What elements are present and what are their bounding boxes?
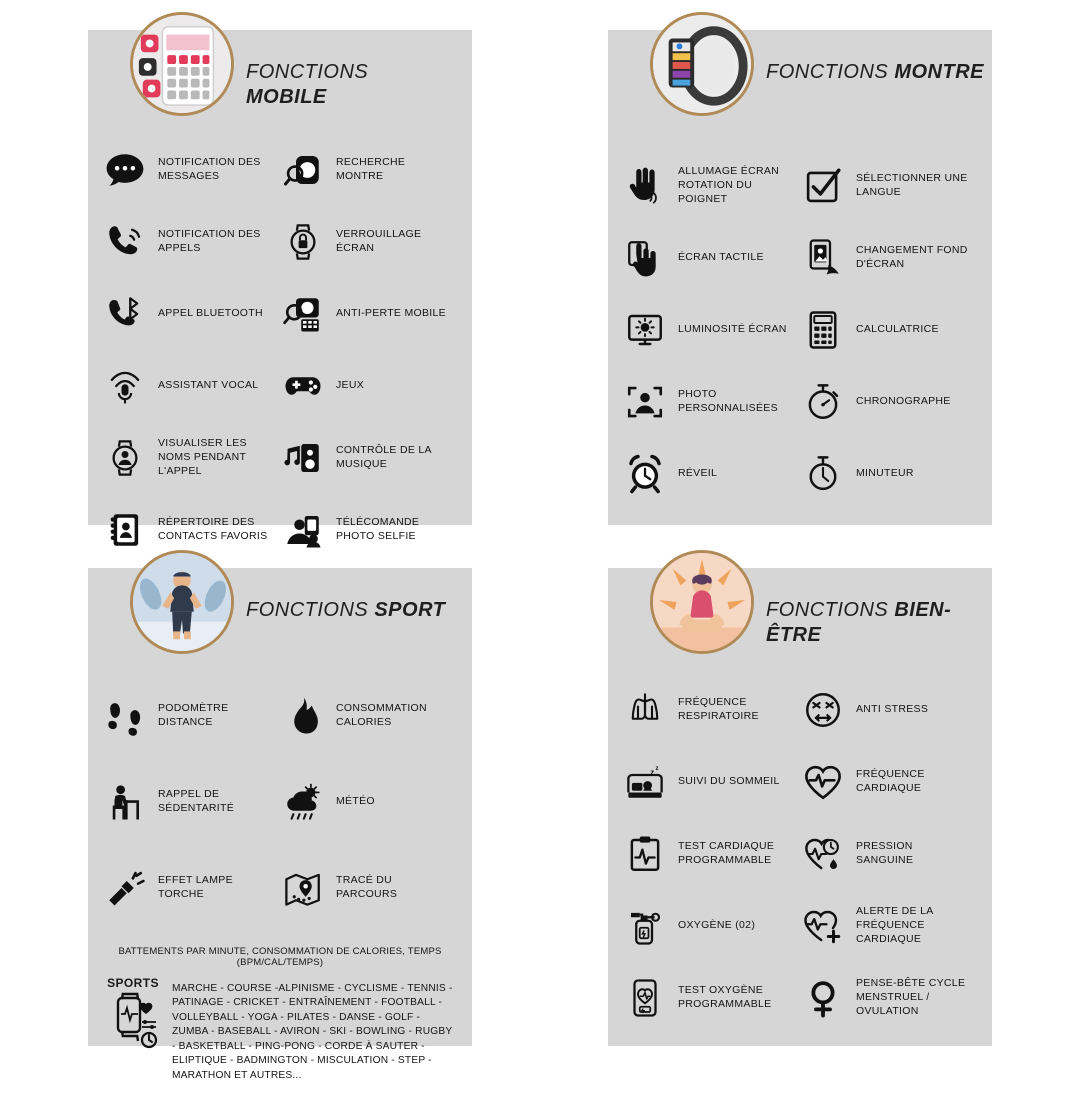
feature-label: RECHERCHE MONTRE (336, 156, 406, 182)
feature-label: CONSOMMATION CALORIES (336, 702, 427, 728)
selfie-remote-icon (280, 507, 326, 553)
feature-label: SUIVI DU SOMMEIL (678, 775, 780, 788)
lungs-icon (622, 687, 668, 733)
feature-label: CHRONOGRAPHE (856, 395, 951, 408)
blood-pressure-icon (800, 831, 846, 877)
heart-alert-icon (800, 903, 846, 949)
contacts-book-icon (102, 507, 148, 553)
sport-metrics-note: BATTEMENTS PAR MINUTE, CONSOMMATION DE CALORIES, TEMPS (BPM/CAL/TEMPS) (118, 946, 442, 968)
svg-text:z: z (650, 768, 655, 777)
bluetooth-call-icon (102, 291, 148, 337)
feature-item (102, 766, 280, 838)
feature-label: RÉPERTOIRE DES CONTACTS FAVORIS (158, 516, 268, 542)
feature-label: PENSE-BÊTE CYCLE MENSTRUEL / OVULATION (856, 977, 966, 1017)
feature-label: PHOTO PERSONNALISÉES (678, 388, 778, 414)
feature-label: MÉTÉO (336, 795, 375, 808)
feature-item (280, 278, 458, 350)
feature-item (800, 294, 978, 366)
feature-item (800, 818, 978, 890)
feature-item (102, 206, 280, 278)
feature-item (280, 766, 458, 838)
feature-item (800, 222, 978, 294)
watch-lock-icon (280, 219, 326, 265)
feature-label: EFFET LAMPE TORCHE (158, 874, 233, 900)
feature-label: RAPPEL DE SÉDENTARITÉ (158, 788, 235, 814)
panel-title (766, 60, 984, 85)
feature-label: FRÉQUENCE RESPIRATOIRE (678, 696, 759, 722)
feature-label: APPEL BLUETOOTH (158, 307, 263, 320)
weather-icon (280, 779, 326, 825)
feature-label: TEST CARDIAQUE PROGRAMMABLE (678, 840, 775, 866)
panel-header (608, 30, 992, 126)
panel-title-line1: FONCTIONS (766, 61, 889, 83)
feature-label: JEUX (336, 379, 365, 392)
feature-item (800, 674, 978, 746)
chat-bubble-icon (102, 147, 148, 193)
feature-item (622, 294, 800, 366)
watch-sports-icon (104, 992, 162, 1050)
feature-label: ANTI-PERTE MOBILE (336, 307, 446, 320)
voice-assistant-icon (102, 363, 148, 409)
timer-icon (800, 451, 846, 497)
watch-search-icon (280, 147, 326, 193)
panel-header (88, 568, 472, 664)
feature-item (280, 350, 458, 422)
panel-title (246, 60, 368, 110)
feature-label: VERROUILLAGE ÉCRAN (336, 228, 422, 254)
sports-heading: SPORTS (107, 976, 159, 990)
panel-title (766, 598, 992, 648)
sports-list: MARCHE - COURSE -ALPINISME - CYCLISME - TENNIS - PATINAGE - CRICKET - ENTRAÎNEMENT - FOOTBALL - VOLLEYBALL - YOGA - PILATES - DANSE - GOLF - ZUMBA - BASEBALL - AVIRON - SKI - BOWLING - RUGBY - BASKETBALL - PING-PONG - CORDE À SAUTER - ELIPTIQUE - BADMINGTON - MISCULATION - STEP - MARATHON ET AUTRES... (172, 983, 453, 1081)
sports-list-block (88, 976, 472, 1097)
feature-item (622, 150, 800, 222)
feature-item (102, 680, 280, 752)
stopwatch-icon (800, 379, 846, 425)
brightness-icon (622, 307, 668, 353)
anti-lost-phone-icon (280, 291, 326, 337)
feature-item (800, 438, 978, 510)
feature-item (280, 134, 458, 206)
yoga-icon (650, 550, 754, 654)
feature-item (280, 422, 458, 494)
feature-label: ASSISTANT VOCAL (158, 379, 259, 392)
female-symbol-icon (800, 975, 846, 1021)
feature-label: NOTIFICATION DES MESSAGES (158, 156, 261, 182)
panel-header (88, 30, 472, 126)
oxygen-test-device-icon (622, 975, 668, 1021)
feature-item (280, 852, 458, 924)
sleep-icon (622, 759, 668, 805)
feature-item (102, 422, 280, 494)
touch-screen-icon (622, 235, 668, 281)
feature-item (800, 962, 978, 1034)
feature-label: PODOMÈTRE DISTANCE (158, 702, 229, 728)
feature-label: CHANGEMENT FOND D'ÉCRAN (856, 244, 968, 270)
panel-fonctions-mobile (88, 30, 472, 542)
heart-pulse-icon (800, 759, 846, 805)
feature-label: ALLUMAGE ÉCRAN ROTATION DU POIGNET (678, 165, 780, 205)
smartwatch-icon (650, 12, 754, 116)
feature-item (280, 206, 458, 278)
feature-item (622, 746, 800, 818)
ecg-clipboard-icon (622, 831, 668, 877)
phone-app-icon (130, 12, 234, 116)
feature-item (622, 890, 800, 962)
panel-title-line2: MONTRE (894, 61, 985, 83)
feature-grid (608, 664, 992, 1044)
feature-label: TÉLÉCOMANDE PHOTO SELFIE (336, 516, 420, 542)
svg-text:z: z (655, 764, 659, 772)
feature-label: ANTI STRESS (856, 703, 929, 716)
panel-fonctions-montre (608, 30, 992, 525)
feature-item (622, 818, 800, 890)
flame-icon (280, 693, 326, 739)
feature-label: RÉVEIL (678, 467, 718, 480)
feature-label: VISUALISER LES NOMS PENDANT L'APPEL (158, 437, 247, 477)
panel-title-line2: MOBILE (246, 86, 327, 108)
calculator-icon (800, 307, 846, 353)
wrist-raise-icon (622, 163, 668, 209)
feature-grid (88, 126, 472, 576)
watch-caller-name-icon (102, 435, 148, 481)
feature-item (622, 222, 800, 294)
phone-call-icon (102, 219, 148, 265)
panel-title-line2: BIEN-ÊTRE (766, 599, 952, 646)
feature-item (622, 962, 800, 1034)
feature-item (800, 150, 978, 222)
feature-label: NOTIFICATION DES APPELS (158, 228, 261, 254)
feature-item (102, 134, 280, 206)
feature-label: FRÉQUENCE CARDIAQUE (856, 768, 925, 794)
feature-item (800, 890, 978, 962)
panel-header (608, 568, 992, 664)
angry-face-icon (800, 687, 846, 733)
feature-item (800, 746, 978, 818)
feature-item (102, 278, 280, 350)
panel-title-line2: SPORT (374, 599, 446, 621)
alarm-clock-icon (622, 451, 668, 497)
feature-label: PRESSION SANGUINE (856, 840, 914, 866)
feature-label: SÉLECTIONNER UNE LANGUE (856, 172, 968, 198)
feature-item (622, 366, 800, 438)
runner-icon (130, 550, 234, 654)
feature-item (622, 438, 800, 510)
feature-label: ALERTE DE LA FRÉQUENCE CARDIAQUE (856, 905, 933, 945)
panel-fonctions-bien-etre (608, 568, 992, 1046)
route-map-icon (280, 865, 326, 911)
checkbox-language-icon (800, 163, 846, 209)
feature-label: TEST OXYGÈNE PROGRAMMABLE (678, 984, 772, 1010)
photo-person-icon (622, 379, 668, 425)
wallpaper-change-icon (800, 235, 846, 281)
panel-title-line1: FONCTIONS (246, 599, 369, 621)
feature-item (102, 852, 280, 924)
feature-item (280, 494, 458, 566)
footsteps-icon (102, 693, 148, 739)
flashlight-icon (102, 865, 148, 911)
sedentary-reminder-icon (102, 779, 148, 825)
feature-grid (608, 126, 992, 520)
oxygen-tank-icon (622, 903, 668, 949)
feature-item (280, 680, 458, 752)
panel-title-line1: FONCTIONS (766, 599, 889, 621)
feature-item (622, 674, 800, 746)
feature-label: OXYGÈNE (02) (678, 919, 756, 932)
feature-label: CALCULATRICE (856, 323, 939, 336)
feature-label: CONTRÔLE DE LA MUSIQUE (336, 444, 432, 470)
feature-label: MINUTEUR (856, 467, 914, 480)
feature-item (102, 350, 280, 422)
gamepad-icon (280, 363, 326, 409)
music-control-icon (280, 435, 326, 481)
feature-item (800, 366, 978, 438)
panel-fonctions-sport (88, 568, 472, 1081)
feature-label: TRACÉ DU PARCOURS (336, 874, 398, 900)
panel-title-line1: FONCTIONS (246, 61, 369, 83)
sports-label-group (104, 976, 162, 1050)
feature-grid (88, 664, 472, 930)
feature-label: LUMINOSITÉ ÉCRAN (678, 323, 787, 336)
feature-label: ÉCRAN TACTILE (678, 251, 764, 264)
panel-title (246, 598, 445, 623)
